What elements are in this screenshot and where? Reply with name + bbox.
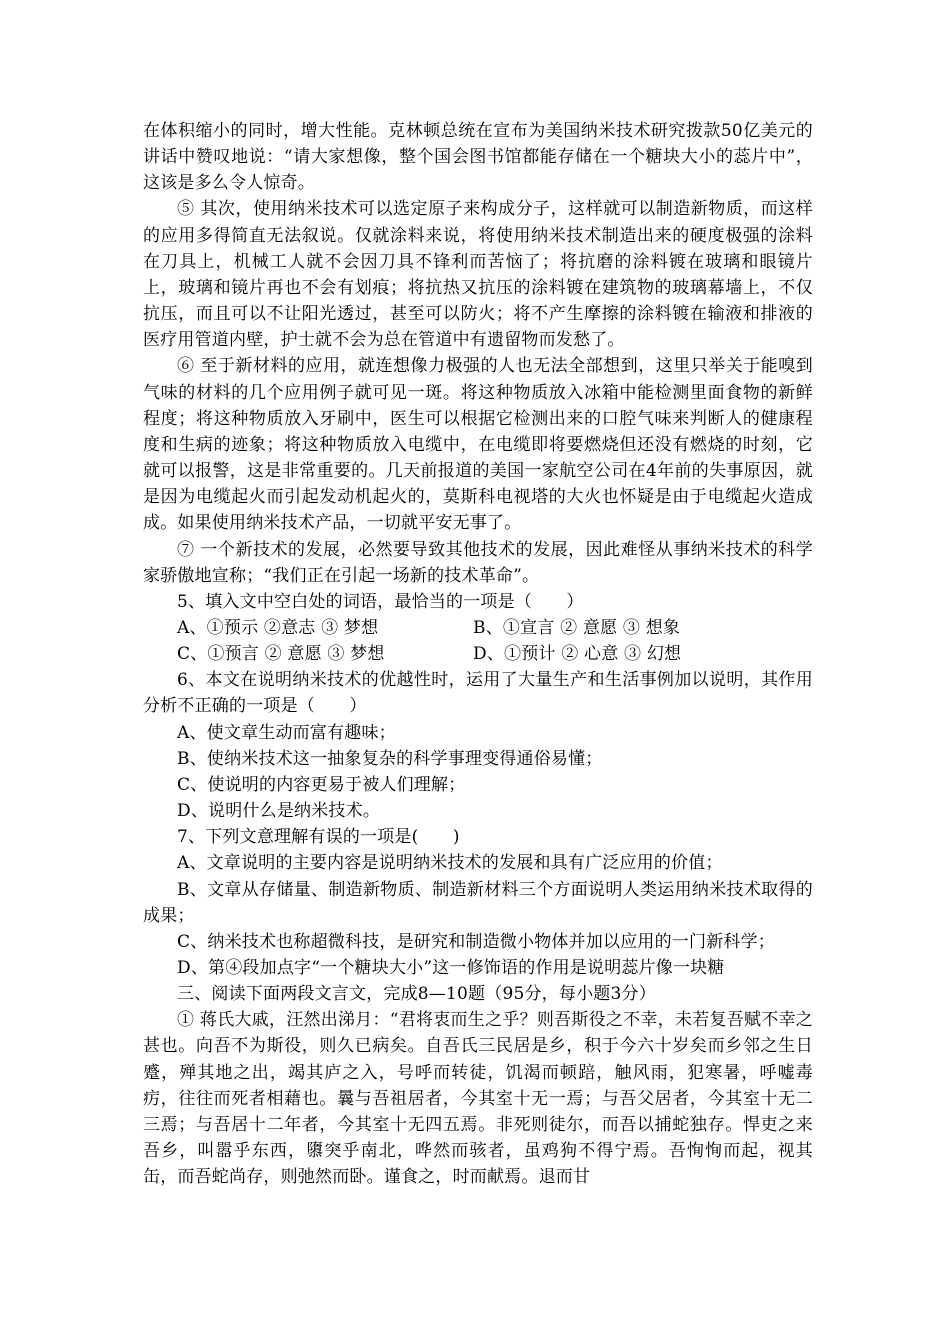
question-5-options-row-2	[143, 641, 813, 667]
question-7-stem: 7、下列文意理解有误的一项是( )	[177, 827, 460, 848]
section-3-heading: 三、阅读下面两段文言文，完成8—10题（95分，每小题3分）	[177, 984, 656, 1005]
question-7-option-c: C、纳米技术也称超微科技，是研究和制造微小物体并加以应用的一门新科学；	[177, 931, 776, 952]
question-5-stem: 5、填入文中空白处的词语，最恰当的一项是（ ）	[177, 591, 584, 612]
article-paragraph-6: ⑥ 至于新材料的应用，就连想像力极强的人也无法全部想到，这里只举关于能嗅到气味的材料的几个应用例子就可见一斑。将这种物质放入冰箱中能检测里面食物的新鲜程度；将这种物质放入牙刷中，医生可以根据它检测出来的口腔气味来判断人的健康程度和生病的迹象；将这种物质放入电缆中，在电缆即将要燃烧但还没有燃烧的时刻，它就可以报警，这是非常重要的。几天前报道的美国一家航空公司在4年前的失事原因，就是因为电缆起火而引起发动机起火的，莫斯科电视塔的大火也怀疑是由于电缆起火造成成。如果使用纳米技术产品，一切就平安无事了。	[143, 356, 813, 534]
article-paragraph-5: ⑤ 其次，使用纳米技术可以选定原子来构成分子，这样就可以制造新物质，而这样的应用多得简直无法叙说。仅就涂料来说，将使用纳米技术制造出来的硬度极强的涂料在刀具上，机械工人就不会因刀具不锋利而苦恼了；将抗磨的涂料镀在玻璃和眼镜片上，玻璃和镜片再也不会有划痕；将抗热又抗压的涂料镀在建筑物的玻璃幕墙上，不仅抗压，而且可以不让阳光透过，甚至可以防火；将不产生摩擦的涂料镀在输液和排液的医疗用管道内壁，护士就不会为总在管道中有遗留物而发愁了。	[143, 199, 813, 351]
question-6-option-d: D、说明什么是纳米技术。	[177, 801, 381, 822]
article-paragraph-4-tail: 在体积缩小的同时，增大性能。克林顿总统在宣布为美国纳米技术研究拨款50亿美元的讲话中赞叹地说：“请大家想像，整个国会图书馆都能存储在一个糖块大小的蕊片中”，这该是多么令人惊奇。	[143, 121, 813, 194]
classical-text-paragraph-1: ① 蒋氏大戚，汪然出涕月：“君将衷而生之乎？则吾斯役之不幸，未若复吾赋不幸之甚也。向吾不为斯役，则久已病矣。自吾氏三民居是乡，积于今六十岁矣而乡邻之生日蹙，殚其地之出，竭其庐之入，号呼而转徒，饥渴而顿踣，触风雨，犯寒暑，呼嘘毒疠，往往而死者相藉也。曩与吾祖居者，今其室十无一焉；与吾父居者，今其室十无二三焉；与吾居十二年者，今其室十无四五焉。非死则徒尔，而吾以捕蛇独存。悍吏之来吾乡，叫嚣乎东西，隳突乎南北，哗然而骇者，虽鸡狗不得宁焉。吾恂恂而起，视其缶，而吾蛇尚存，则弛然而卧。谨食之，时而献焉。退而甘	[143, 1010, 813, 1188]
question-6-option-b: B、使纳米技术这一抽象复杂的科学事理变得通俗易懂；	[177, 748, 603, 769]
question-7-option-a: A、文章说明的主要内容是说明纳米技术的发展和具有广泛应用的价值；	[177, 853, 723, 874]
question-5-option-c: C、①预言 ② 意愿 ③ 梦想	[177, 644, 385, 665]
question-5-option-d: D、①预计 ② 心意 ③ 幻想	[473, 644, 682, 665]
question-5-option-b: B、①宣言 ② 意愿 ③ 想象	[473, 617, 681, 638]
question-6-option-c: C、使说明的内容更易于被人们理解；	[177, 774, 466, 795]
article-paragraph-7: ⑦ 一个新技术的发展，必然要导致其他技术的发展，因此难怪从事纳米技术的科学家骄傲地宣称；“我们正在引起一场新的技术革命”。	[143, 539, 813, 586]
document-page	[143, 118, 813, 1190]
question-7-option-b: B、文章从存储量、制造新物质、制造新材料三个方面说明人类运用纳米技术取得的成果；	[143, 879, 813, 926]
question-6-stem: 6、本文在说明纳米技术的优越性时，运用了大量生产和生活事例加以说明，其作用分析不正确的一项是（ ）	[143, 670, 813, 717]
question-5-option-a: A、①预示 ②意志 ③ 梦想	[177, 617, 379, 638]
question-7-option-d: D、第④段加点字“一个糖块大小”这一修饰语的作用是说明蕊片像一块糖	[177, 958, 725, 978]
question-6-option-a: A、使文章生动而富有趣味；	[177, 722, 396, 743]
question-5-options-row-1	[143, 615, 813, 641]
